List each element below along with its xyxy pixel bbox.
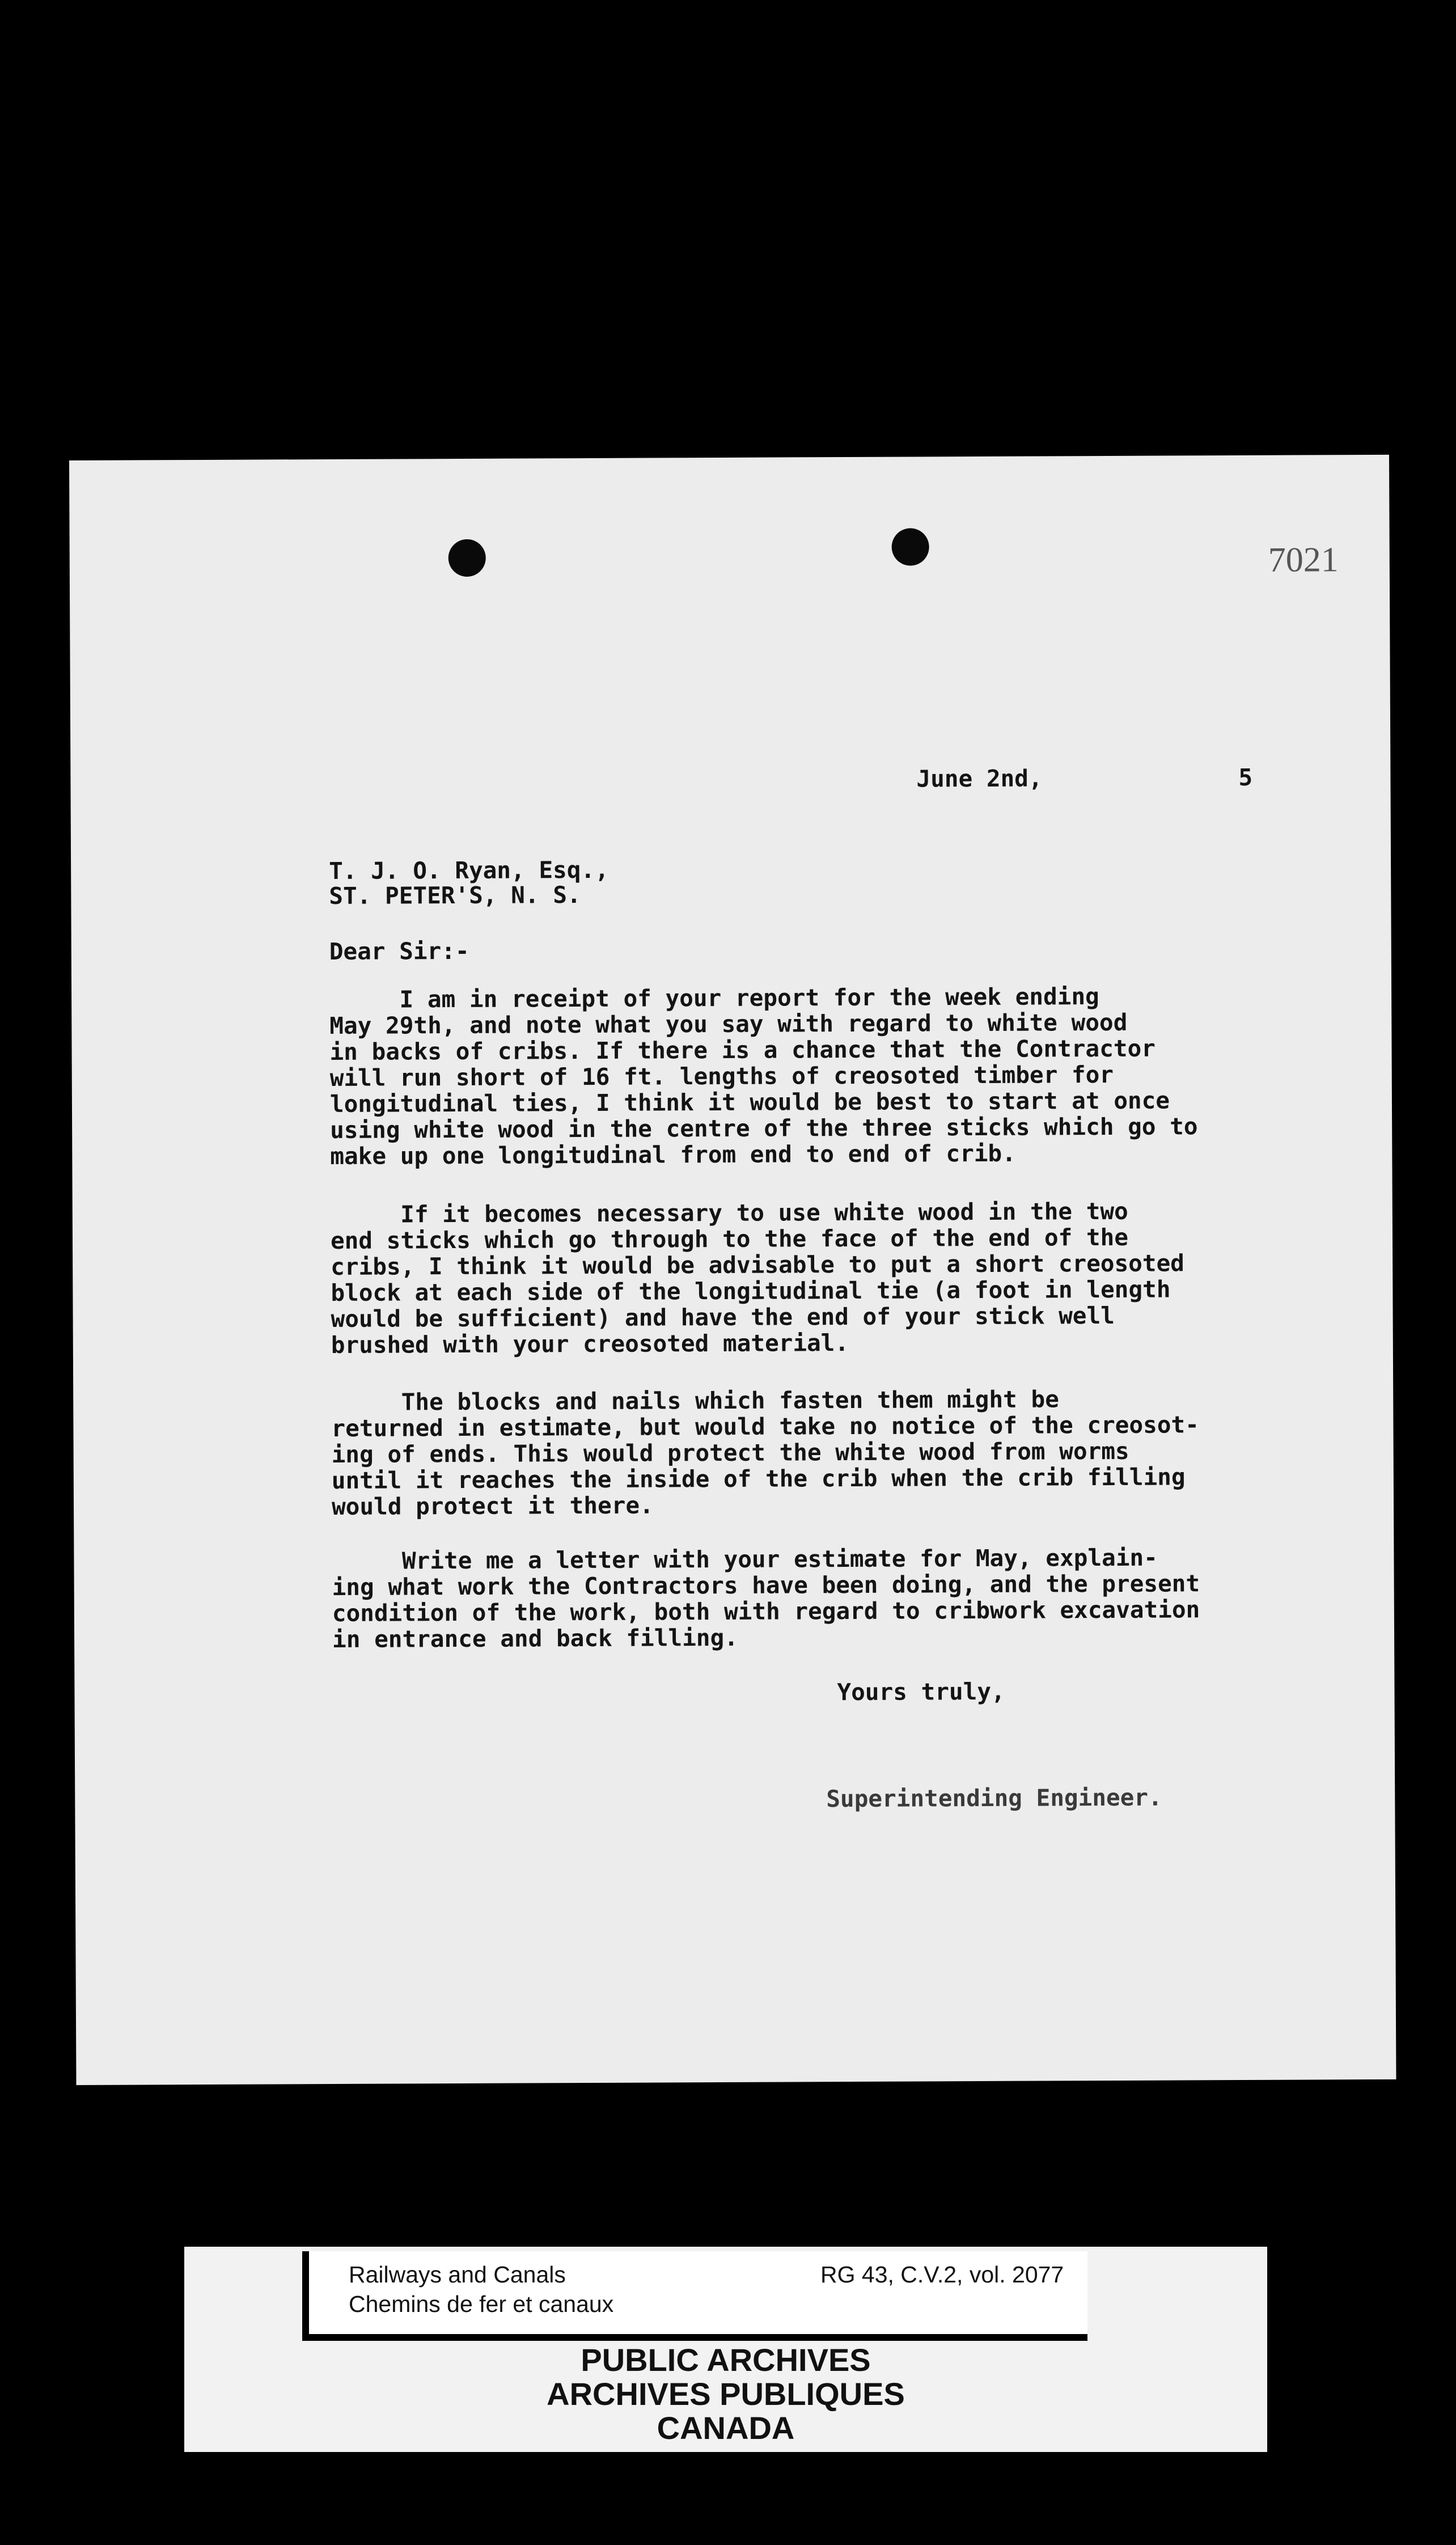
archive-label	[302, 2251, 1087, 2341]
paragraph-4: Write me a letter with your estimate for May, explain- ing what work the Contractors have been doing, and the present condition of the work, both with regard to cribwork excavation in entrance and back filling.	[332, 1544, 1200, 1653]
punch-hole-right	[892, 528, 929, 565]
paragraph-1: I am in receipt of your report for the week ending May 29th, and note what you say with regard to white wood in backs of cribs. If there is a chance that the Contractor will run short of 16 ft. lengths of creosoted timber for longitudinal ties, I think it would be best to start at once using white wood in the centre of the three sticks which go to make up one longitudinal from end to end of crib.	[329, 983, 1198, 1170]
archives-fr: ARCHIVES PUBLIQUES	[547, 2376, 905, 2412]
letter-date: June 2nd,	[916, 764, 1043, 793]
punch-hole-left	[448, 539, 486, 577]
letter-page	[69, 455, 1396, 2085]
addressee-place: ST. PETER'S, N. S.	[329, 881, 581, 910]
archive-reference: RG 43, C.V.2, vol. 2077	[820, 2261, 1064, 2288]
archives-country: CANADA	[657, 2410, 795, 2446]
archives-heading	[184, 2343, 1267, 2445]
addressee-name: T. J. O. Ryan, Esq.,	[329, 856, 609, 885]
department-fr: Chemins de fer et canaux	[349, 2291, 614, 2317]
signature-title: Superintending Engineer.	[826, 1783, 1162, 1813]
folio-number: 7021	[1268, 540, 1339, 580]
archive-plate	[184, 2247, 1267, 2452]
paragraph-2: If it becomes necessary to use white wood in the two end sticks which go through to the face of the end of the cribs, I think it would be advisable to put a short creosoted block at each side of the longitudinal tie (a foot in length would be sufficient) and have the end of your stick well brushed with your creosoted material.	[330, 1197, 1185, 1359]
salutation: Dear Sir:-	[329, 937, 469, 966]
closing: Yours truly,	[837, 1677, 1005, 1706]
page-marker: 5	[1238, 763, 1253, 792]
paragraph-3: The blocks and nails which fasten them might be returned in estimate, but would take no notice of the creosot- ing of ends. This would protect the white wood from worms until it reaches the inside of the crib when the crib filling would protect it there.	[331, 1385, 1199, 1520]
archives-en: PUBLIC ARCHIVES	[581, 2342, 871, 2378]
department-en: Railways and Canals	[349, 2261, 566, 2288]
